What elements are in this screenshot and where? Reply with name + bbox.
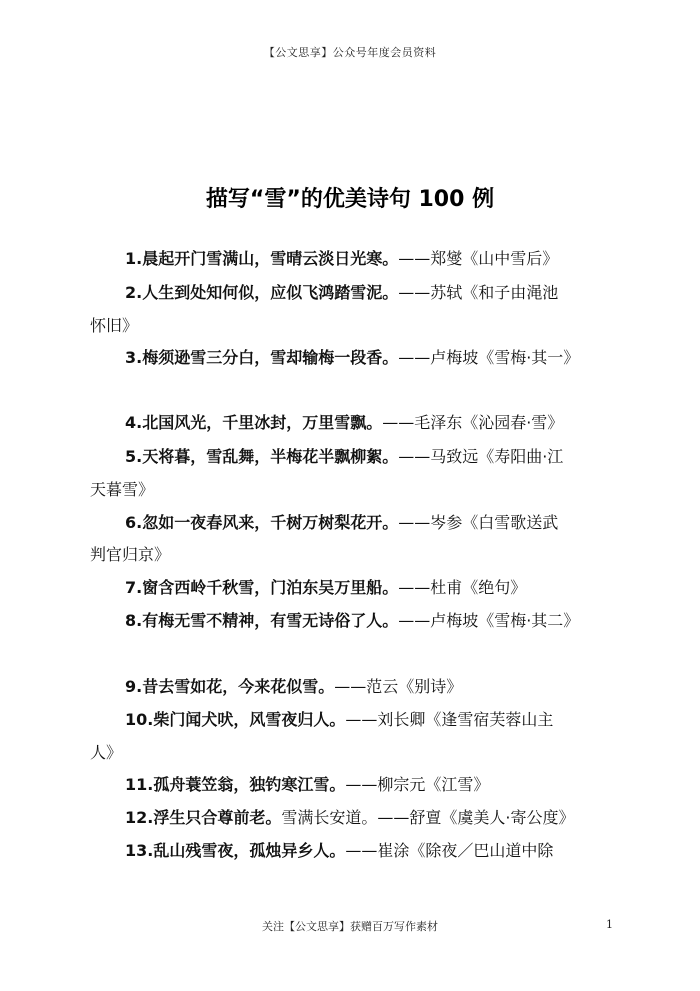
attribution-text: 雪满长安道。——舒亶《虞美人·寄公度》: [281, 808, 575, 827]
attribution-text: 怀旧》: [90, 316, 139, 335]
poem-line-5-continued: [90, 480, 610, 500]
quote-text: 7.窗含西岭千秋雪，门泊东吴万里船。: [125, 578, 399, 597]
attribution-text: ——崔涂《除夜／巴山道中除: [345, 841, 554, 860]
page-header: 【公文思享】公众号年度会员资料: [263, 46, 437, 59]
quote-text: 13.乱山残雪夜，孤烛异乡人。: [125, 841, 346, 860]
attribution-text: ——苏轼《和子由渑池: [398, 283, 559, 302]
quote-text: 1.晨起开门雪满山，雪晴云淡日光寒。: [125, 249, 399, 268]
poem-line-3: [125, 348, 645, 368]
attribution-text: ——岑参《白雪歌送武: [398, 513, 559, 532]
poem-line-13: [125, 841, 645, 861]
poem-line-5: [125, 447, 645, 467]
poem-line-6: [125, 513, 645, 533]
poem-line-2: [125, 283, 645, 303]
attribution-text: 判官归京》: [90, 545, 171, 564]
quote-text: 3.梅须逊雪三分白，雪却输梅一段香。: [125, 348, 399, 367]
poem-line-8: [125, 611, 645, 631]
poem-line-2-continued: [90, 316, 610, 336]
poem-line-12: [125, 808, 645, 828]
attribution-text: ——马致远《寿阳曲·江: [398, 447, 564, 466]
attribution-text: ——刘长卿《逢雪宿芙蓉山主: [345, 710, 554, 729]
quote-text: 4.北国风光，千里冰封，万里雪飘。: [125, 413, 383, 432]
poem-line-10: [125, 710, 645, 730]
attribution-text: ——卢梅坡《雪梅·其一》: [398, 348, 580, 367]
quote-text: 8.有梅无雪不精神，有雪无诗俗了人。: [125, 611, 399, 630]
poem-line-9: [125, 677, 645, 697]
document-title: 描写“雪”的优美诗句 100 例: [205, 187, 495, 212]
quote-text: 9.昔去雪如花，今来花似雪。: [125, 677, 335, 696]
quote-text: 2.人生到处知何似，应似飞鸿踏雪泥。: [125, 283, 399, 302]
attribution-text: 人》: [90, 743, 123, 762]
quote-text: 10.柴门闻犬吠，风雪夜归人。: [125, 710, 346, 729]
poem-line-7: [125, 578, 645, 598]
page-footer: 关注【公文思享】获赠百万写作素材: [262, 920, 438, 933]
attribution-text: ——郑燮《山中雪后》: [398, 249, 559, 268]
quote-text: 6.忽如一夜春风来，千树万树梨花开。: [125, 513, 399, 532]
attribution-text: ——范云《别诗》: [334, 677, 463, 696]
attribution-text: 天暮雪》: [90, 480, 155, 499]
attribution-text: ——柳宗元《江雪》: [345, 775, 490, 794]
attribution-text: ——卢梅坡《雪梅·其二》: [398, 611, 580, 630]
quote-text: 12.浮生只合尊前老。: [125, 808, 282, 827]
attribution-text: ——毛泽东《沁园春·雪》: [382, 413, 564, 432]
page-number: 1: [606, 918, 613, 931]
poem-line-6-continued: [90, 545, 610, 565]
poem-line-4: [125, 413, 645, 433]
poem-line-1: [125, 249, 645, 269]
quote-text: 11.孤舟蓑笠翁，独钓寒江雪。: [125, 775, 346, 794]
quote-text: 5.天将暮，雪乱舞，半梅花半飘柳絮。: [125, 447, 399, 466]
attribution-text: ——杜甫《绝句》: [398, 578, 527, 597]
poem-line-11: [125, 775, 645, 795]
poem-line-10-continued: [90, 743, 610, 763]
